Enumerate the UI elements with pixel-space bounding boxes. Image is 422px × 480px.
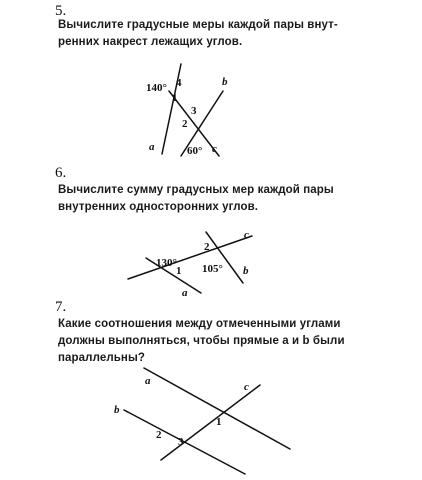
problem-5-line-1: Вычислите градусные меры каждой пары внут- xyxy=(58,19,338,31)
figure-7 xyxy=(114,368,290,474)
fig5-angle-4: 4 xyxy=(176,77,182,89)
fig5-label-b: b xyxy=(222,76,228,88)
problem-7-line-2: должны выполняться, чтобы прямые a и b были xyxy=(58,335,345,347)
fig7-angle-3: 3 xyxy=(178,436,184,448)
fig6-label-a: a xyxy=(182,287,188,299)
problem-6-line-2: внутренних односторонних углов. xyxy=(58,201,259,213)
fig7-label-b: b xyxy=(114,404,120,416)
fig5-label-c: c xyxy=(212,143,217,155)
fig6-angle-1: 1 xyxy=(176,265,182,277)
fig5-angle-2: 2 xyxy=(182,118,188,130)
problem-5-number: 5. xyxy=(55,3,67,19)
problem-7-line-3: параллельны? xyxy=(58,352,145,364)
fig7-line-c xyxy=(161,385,260,460)
fig7-angle-2: 2 xyxy=(156,429,162,441)
fig6-angle-2: 2 xyxy=(204,241,210,253)
fig5-angle-1: 1 xyxy=(172,92,178,104)
fig7-label-a: a xyxy=(145,375,151,387)
fig6-line-b xyxy=(206,232,243,283)
fig5-label-a: a xyxy=(149,141,155,153)
problem-6-number: 6. xyxy=(55,165,67,181)
fig5-angle-value-140: 140° xyxy=(146,82,167,94)
fig6-angle-value-130: 130° xyxy=(156,257,177,269)
fig5-angle-value-60: 60° xyxy=(187,145,203,157)
fig6-angle-value-105: 105° xyxy=(202,263,223,275)
figure-5 xyxy=(146,64,228,157)
problem-7-text xyxy=(58,316,345,367)
fig6-label-c: c xyxy=(244,229,249,241)
figure-6 xyxy=(128,229,252,299)
fig7-angle-1: 1 xyxy=(216,416,222,428)
problem-7-number: 7. xyxy=(55,299,67,315)
problem-5-line-2: ренних накрест лежащих углов. xyxy=(58,36,243,48)
problem-6-line-1: Вычислите сумму градусных мер каждой пары xyxy=(58,184,334,196)
problem-7-line-1: Какие соотношения между отмеченными углами xyxy=(58,318,341,330)
fig7-line-a xyxy=(144,368,290,449)
problem-6-text xyxy=(58,182,334,216)
fig5-angle-3: 3 xyxy=(191,105,197,117)
fig6-label-b: b xyxy=(243,265,249,277)
fig7-label-c: c xyxy=(244,381,249,393)
